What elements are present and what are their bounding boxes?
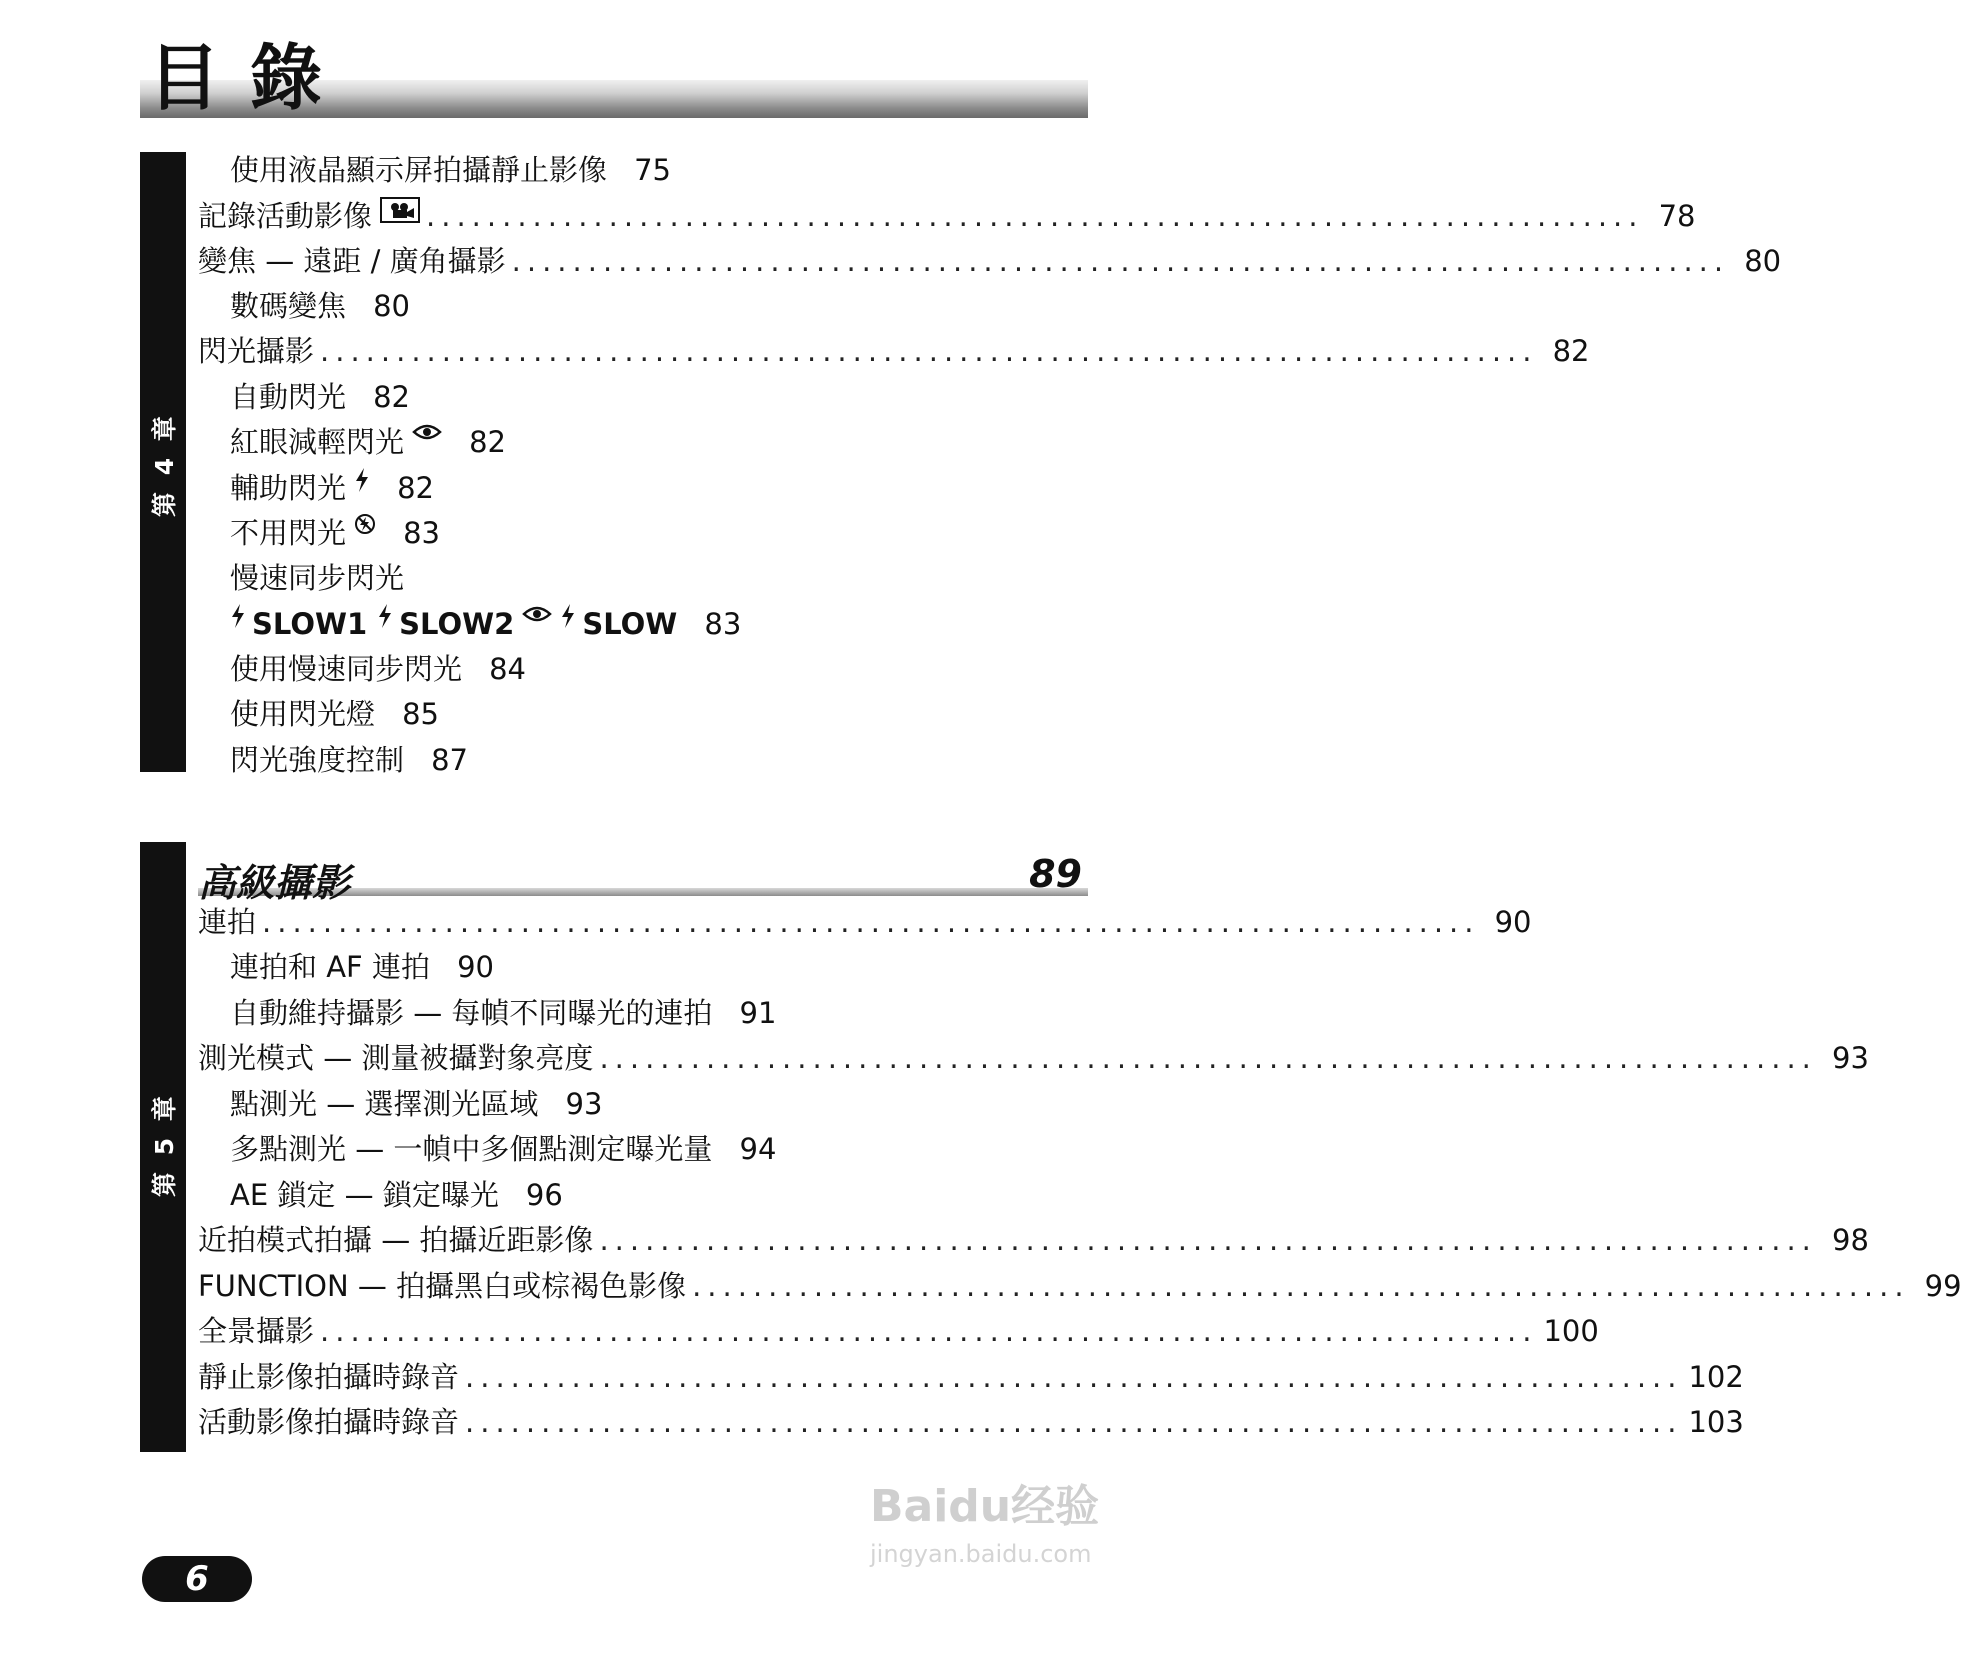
toc-entry[interactable]: 多點測光 — 一幀中多個點測定曝光量 94 [230, 1132, 777, 1166]
chapter-4-label: 第 4 章 [150, 412, 179, 517]
flash-icon [560, 604, 576, 628]
page-title: 目錄 [148, 36, 353, 120]
toc-entry[interactable]: 慢速同步閃光 [230, 561, 405, 595]
toc-entry-slow-modes[interactable]: SLOW1 SLOW2 SLOW 83 [230, 604, 741, 644]
toc-entry[interactable]: 點測光 — 選擇測光區域 93 [230, 1087, 603, 1121]
slow-label: SLOW [582, 607, 678, 641]
slow2-label: SLOW2 [399, 607, 515, 641]
toc-entry[interactable]: 不用閃光 83 [230, 513, 440, 553]
flash-off-icon [354, 513, 376, 535]
flash-icon [354, 468, 370, 492]
section-title[interactable]: 高級攝影 [198, 861, 351, 905]
chapter-5-label: 第 5 章 [150, 1092, 179, 1197]
toc-entry[interactable]: 活動影像拍攝時錄音 ................................................................................ 103 [198, 1405, 1744, 1439]
chapter-5-bar [140, 842, 186, 1452]
toc-entry[interactable]: 閃光強度控制 87 [230, 743, 469, 777]
toc-entry[interactable]: 使用慢速同步閃光 84 [230, 652, 527, 686]
toc-entry[interactable]: FUNCTION — 拍攝黑白或棕褐色影像 ................................................................................ 99 [198, 1269, 1962, 1303]
movie-icon [380, 196, 420, 224]
watermark-url: jingyan.baidu.com [870, 1540, 1092, 1568]
chapter-4-bar [140, 152, 186, 772]
toc-entry[interactable]: 自動維持攝影 — 每幀不同曝光的連拍 91 [230, 996, 777, 1030]
page-number: 6 [142, 1556, 252, 1602]
red-eye-icon [412, 422, 442, 442]
flash-icon [230, 604, 246, 628]
toc-entry[interactable]: 閃光攝影 ................................................................................ 82 [198, 334, 1590, 368]
section-page: 89 [1029, 852, 1082, 896]
toc-entry[interactable]: 連拍和 AF 連拍 90 [230, 950, 494, 984]
toc-entry[interactable]: 使用閃光燈 85 [230, 697, 440, 731]
toc-entry[interactable]: AE 鎖定 — 鎖定曝光 96 [230, 1178, 563, 1212]
watermark-brand: Baidu经验 [870, 1481, 1100, 1532]
toc-entry[interactable]: 近拍模式拍攝 — 拍攝近距影像 ................................................................................ 98 [198, 1223, 1869, 1257]
toc-entry[interactable]: 使用液晶顯示屏拍攝靜止影像 75 [230, 153, 672, 187]
toc-entry[interactable]: 連拍 ................................................................................ 90 [198, 905, 1532, 939]
red-eye-icon [522, 604, 552, 624]
flash-icon [377, 604, 393, 628]
toc-entry[interactable]: 記錄活動影像 ................................................................................ 78 [198, 196, 1082, 236]
toc-entry[interactable]: 全景攝影 ................................................................................ 100 [198, 1314, 1599, 1348]
toc-entry[interactable]: 數碼變焦 80 [230, 289, 411, 323]
toc-entry[interactable]: 測光模式 — 測量被攝對象亮度 ................................................................................ 93 [198, 1041, 1869, 1075]
toc-entry[interactable]: 自動閃光 82 [230, 380, 411, 414]
slow1-label: SLOW1 [252, 607, 368, 641]
toc-entry[interactable]: 靜止影像拍攝時錄音 ................................................................................ 102 [198, 1360, 1744, 1394]
toc-entry[interactable]: 變焦 — 遠距 / 廣角攝影 ................................................................................ 80 [198, 244, 1782, 278]
toc-entry[interactable]: 紅眼減輕閃光 82 [230, 422, 506, 462]
toc-entry[interactable]: 輔助閃光 82 [230, 468, 434, 508]
